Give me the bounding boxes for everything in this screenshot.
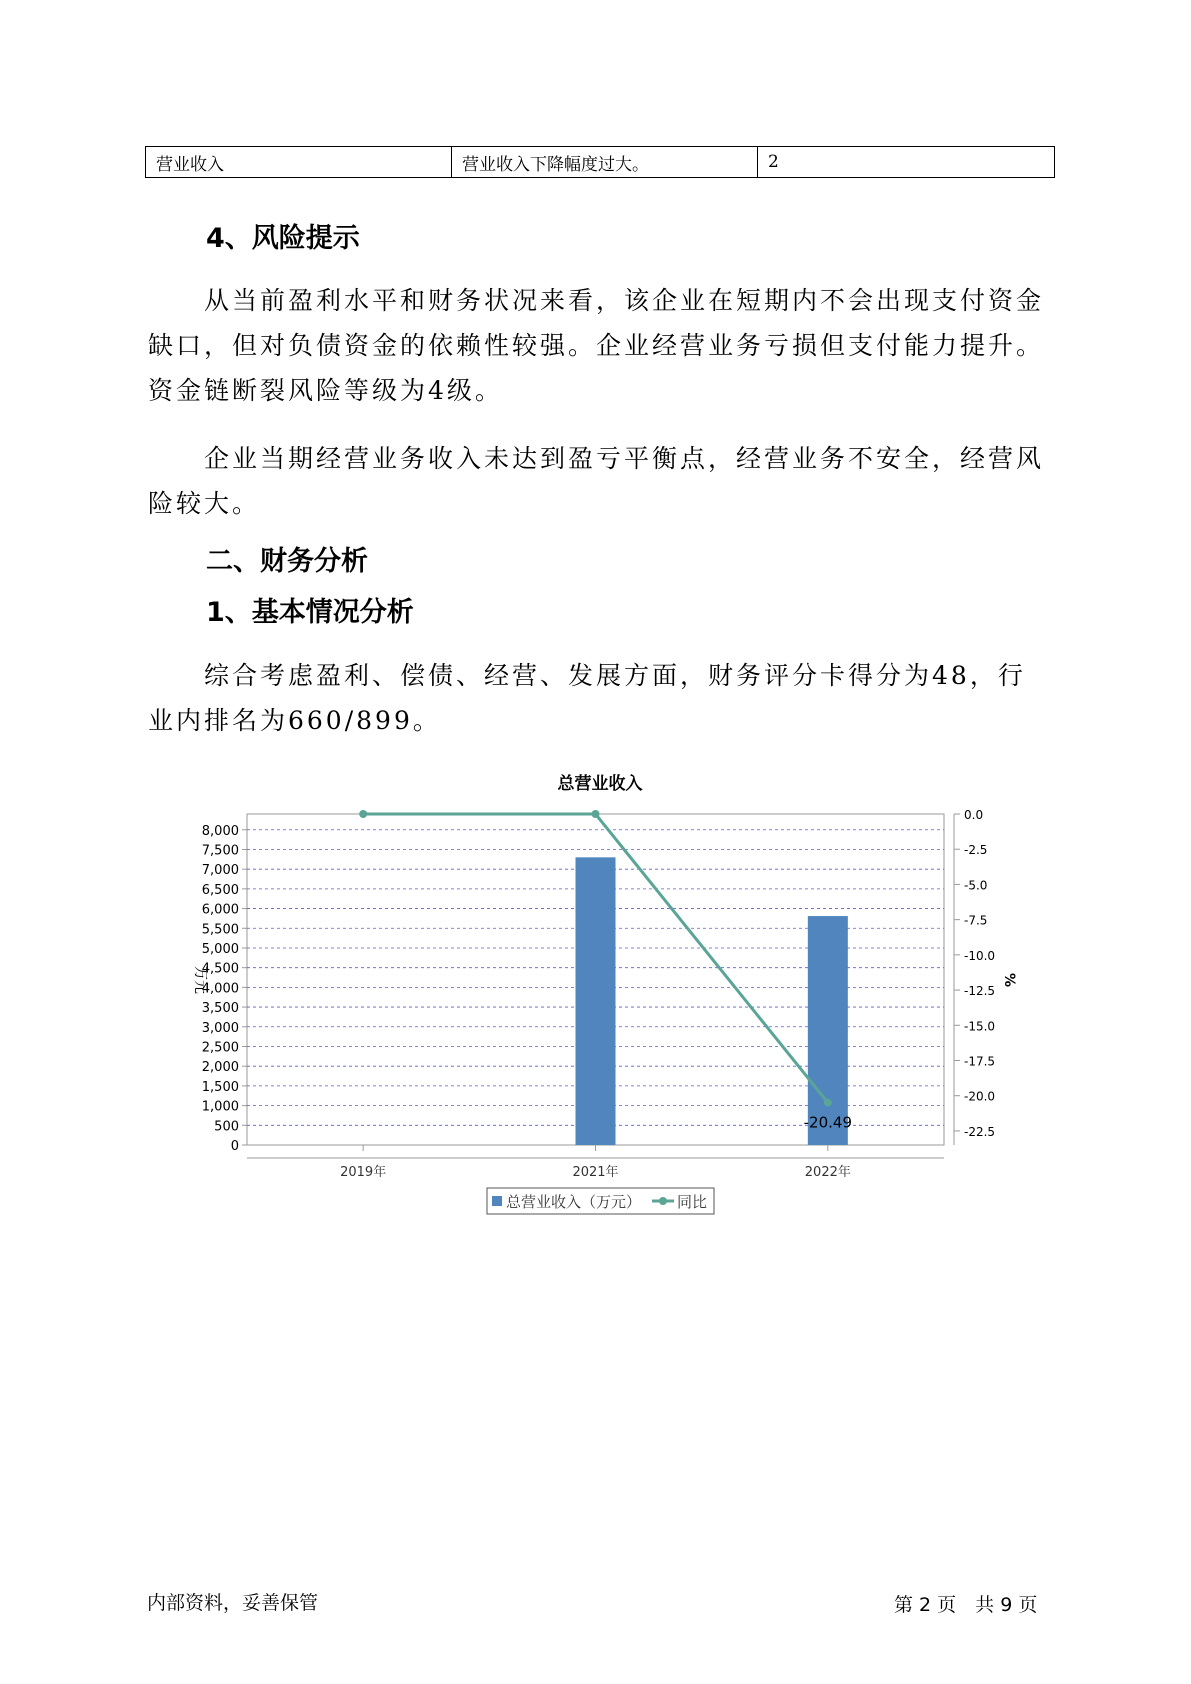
bar: [576, 857, 616, 1145]
y2-tick-label: -7.5: [964, 913, 988, 928]
paragraph-basic-text: 综合考虑盈利、偿债、经营、发展方面，财务评分卡得分为48，行业内排名为660/899。: [148, 661, 1026, 735]
y2-tick-label: -5.0: [964, 878, 988, 893]
chart-title: 总营业收入: [557, 774, 643, 794]
y2-axis-label: %: [1001, 972, 1017, 988]
x-tick-label: 2022年: [804, 1165, 851, 1180]
y-tick-label: 5,000: [201, 941, 239, 957]
chart-legend: [487, 1188, 714, 1214]
y-tick-label: 3,000: [201, 1020, 239, 1036]
y2-tick-label: -22.5: [964, 1124, 996, 1139]
y-tick-label: 1,500: [201, 1079, 239, 1095]
legend-line-label: 同比: [677, 1193, 708, 1211]
y2-tick-label: -15.0: [964, 1019, 996, 1034]
x-tick-label: 2021年: [572, 1165, 619, 1180]
legend-bar-label: 总营业收入（万元）: [506, 1193, 642, 1211]
y2-tick-label: -17.5: [964, 1054, 996, 1069]
y-tick-label: 4,500: [201, 961, 239, 977]
y2-tick-label: 0.0: [964, 808, 984, 822]
paragraph-risk-2-text: 企业当期经营业务收入未达到盈亏平衡点，经营业务不安全，经营风险较大。: [148, 444, 1045, 518]
y-tick-label: 7,500: [201, 843, 239, 859]
y-tick-label: 2,000: [201, 1060, 239, 1076]
heading-risk: 4、风险提示: [206, 223, 360, 254]
y2-tick-label: -10.0: [964, 948, 996, 963]
table-cell-score: 2: [758, 147, 1055, 178]
table-cell-item: 营业收入: [146, 147, 452, 178]
y2-tick-label: -12.5: [964, 984, 996, 999]
table-cell-reason: 营业收入下降幅度过大。: [452, 147, 758, 178]
y-tick-label: 6,500: [201, 882, 239, 898]
y2-tick-label: -20.0: [964, 1089, 996, 1104]
heading-financial-analysis: 二、财务分析: [206, 546, 368, 577]
line-point: [359, 810, 367, 818]
y-tick-label: 7,000: [201, 863, 239, 879]
y2-tick-label: -2.5: [964, 843, 988, 858]
line-point: [592, 810, 600, 818]
page-number: 第 2 页 共 9 页: [894, 1594, 1038, 1616]
x-tick-label: 2019年: [340, 1165, 387, 1180]
y-tick-label: 5,500: [201, 922, 239, 938]
line-point: [824, 1099, 832, 1107]
y-tick-label: 3,500: [201, 1001, 239, 1017]
paragraph-risk-1-text: 从当前盈利水平和财务状况来看，该企业在短期内不会出现支付资金缺口，但对负债资金的依赖性较强。企业经营业务亏损但支付能力提升。资金链断裂风险等级为4级。: [148, 286, 1045, 405]
y-tick-label: 1,000: [201, 1099, 239, 1115]
y-tick-label: 0: [230, 1139, 239, 1154]
y-tick-label: 8,000: [201, 823, 239, 839]
legend-bar-swatch: [492, 1196, 502, 1206]
y-axis-label: 万元: [192, 966, 208, 994]
heading-basic-analysis: 1、基本情况分析: [206, 597, 414, 628]
y-tick-label: 4,000: [201, 981, 239, 997]
bar: [808, 916, 848, 1145]
footer-note: 内部资料，妥善保管: [147, 1592, 319, 1614]
data-label: -20.49: [803, 1113, 853, 1132]
legend-line-marker: [659, 1197, 667, 1205]
y-tick-label: 6,000: [201, 902, 239, 918]
y-tick-label: 2,500: [201, 1040, 239, 1056]
y-tick-label: 500: [214, 1119, 239, 1135]
